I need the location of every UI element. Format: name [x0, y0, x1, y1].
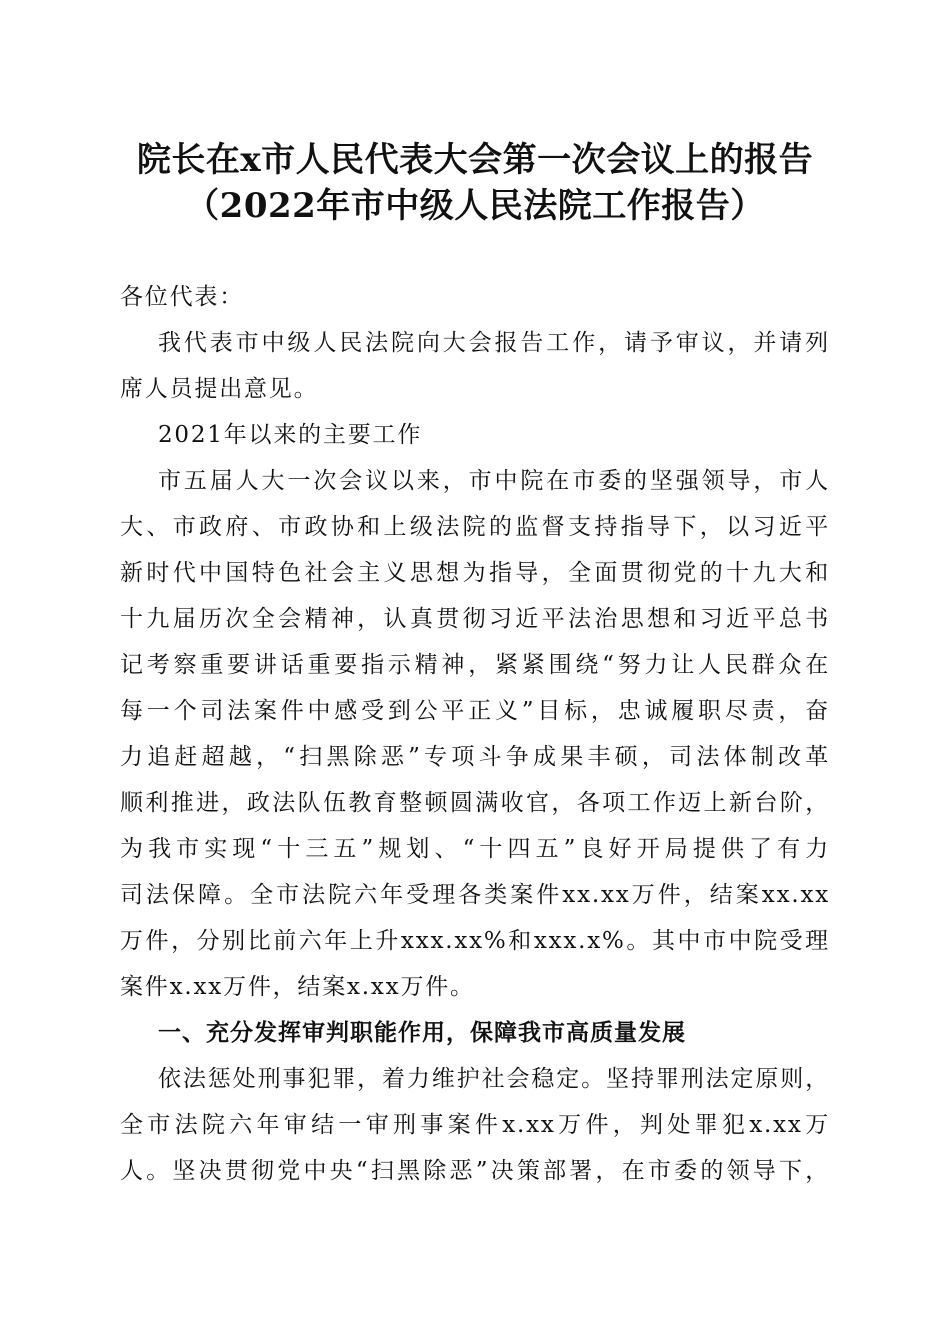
paragraph-line: 案件x.xx万件，结案x.xx万件。 — [120, 974, 475, 1000]
intro-line: 我代表市中级人民法院向大会报告工作，请予审议，并请列 — [158, 330, 830, 356]
paragraph-line: 每一个司法案件中感受到公平正义”目标，忠诚履职尽责，奋 — [120, 698, 830, 724]
paragraph-line: 为我市实现“十三五”规划、“十四五”良好开局提供了有力 — [120, 836, 830, 862]
section-intro-heading: 2021年以来的主要工作 — [158, 422, 423, 448]
paragraph-line: 司法保障。全市法院六年受理各类案件xx.xx万件，结案xx.xx — [120, 882, 830, 908]
paragraph-line: 十九届历次全会精神，认真贯彻习近平法治思想和习近平总书 — [120, 606, 830, 632]
paragraph-line: 全市法院六年审结一审刑事案件x.xx万件，判处罪犯x.xx万 — [120, 1112, 830, 1138]
paragraph-line: 新时代中国特色社会主义思想为指导，全面贯彻党的十九大和 — [120, 560, 830, 586]
paragraph-line: 大、市政府、市政协和上级法院的监督支持指导下，以习近平 — [120, 514, 830, 540]
section-heading: 一、充分发挥审判职能作用，保障我市高质量发展 — [158, 1020, 686, 1046]
paragraph-line: 人。坚决贯彻党中央“扫黑除恶”决策部署，在市委的领导下， — [120, 1158, 830, 1184]
paragraph-line: 依法惩处刑事犯罪，着力维护社会稳定。坚持罪刑法定原则， — [158, 1066, 830, 1092]
paragraph-line: 记考察重要讲话重要指示精神，紧紧围绕“努力让人民群众在 — [120, 652, 830, 678]
intro-line: 席人员提出意见。 — [120, 376, 319, 402]
paragraph-line: 万件，分别比前六年上升xxx.xx%和xxx.x%。其中市中院受理 — [120, 928, 830, 954]
paragraph-line: 顺利推进，政法队伍教育整顿圆满收官，各项工作迈上新台阶， — [120, 790, 830, 816]
paragraph-line: 力追赶超越，“扫黑除恶”专项斗争成果丰硕，司法体制改革 — [120, 744, 830, 770]
document-subtitle: （2022年市中级人民法院工作报告） — [185, 186, 765, 226]
document-title: 院长在x市人民代表大会第一次会议上的报告 — [136, 140, 814, 180]
paragraph-line: 市五届人大一次会议以来，市中院在市委的坚强领导，市人 — [158, 468, 830, 494]
salutation: 各位代表： — [120, 284, 244, 310]
